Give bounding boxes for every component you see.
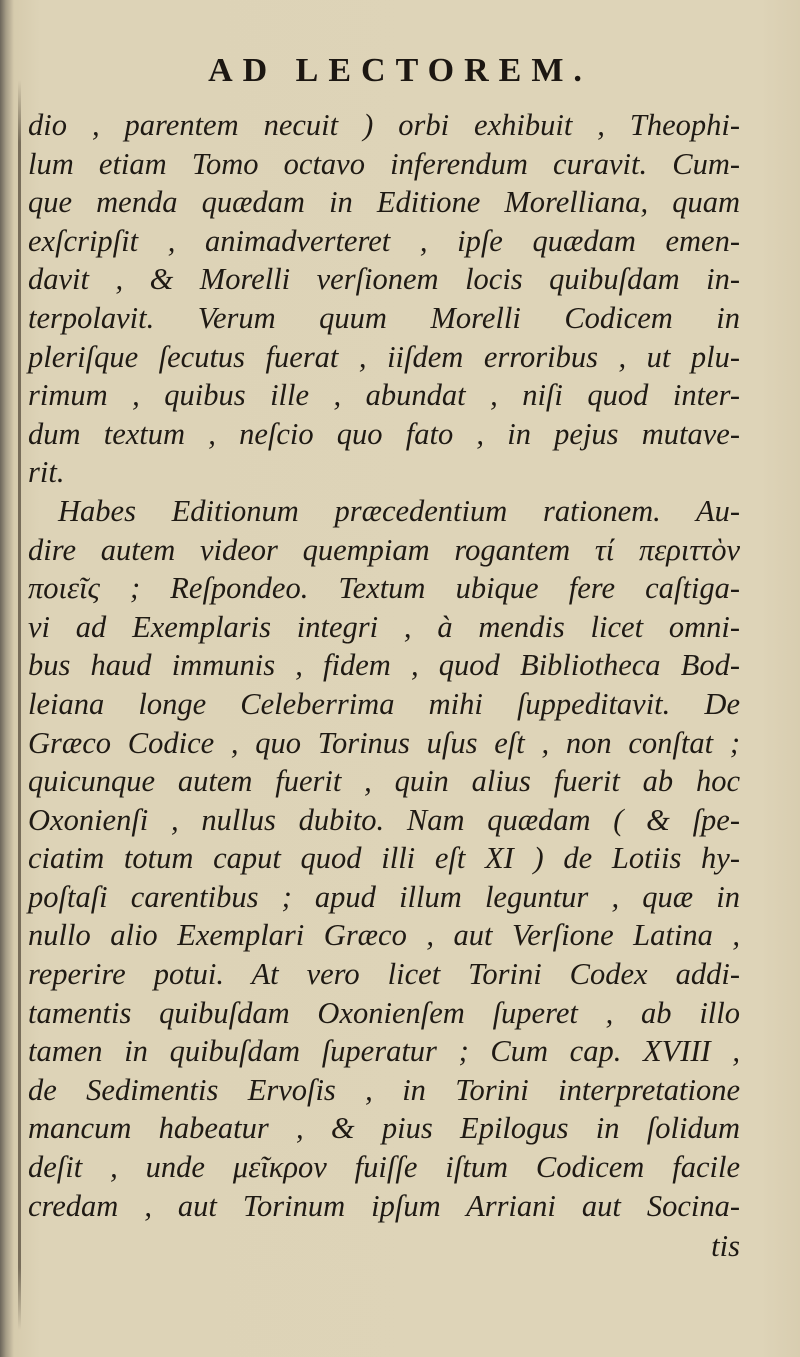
text-line: que menda quædam in Editione Morelliana, quam (28, 185, 740, 220)
text-line: poſtaſi carentibus ; apud illum leguntur , quæ in (28, 879, 740, 914)
text-line: ciatim totum caput quod illi eſt XI ) de Lotiis hy- (28, 841, 740, 876)
text-line: nullo alio Exemplari Græco , aut Verſione Latina , (28, 918, 740, 953)
paragraph-start-line: Habes Editionum præcedentium rationem. Au- (58, 493, 740, 528)
text-line: vi ad Exemplaris integri , à mendis licet omni- (28, 609, 740, 644)
text-line: rimum , quibus ille , abundat , niſi quod inter- (28, 378, 740, 413)
text-line: bus haud immunis , fidem , quod Bibliotheca Bod- (28, 648, 740, 683)
text-line: quicunque autem fuerit , quin alius fuerit ab hoc (28, 764, 740, 799)
catchword: tis (711, 1229, 740, 1264)
text-line: exſcripſit , animadverteret , ipſe quædam emen- (28, 223, 740, 258)
text-line: tamentis quibuſdam Oxonienſem ſuperet , ab illo (28, 995, 740, 1030)
body-text (28, 106, 740, 1266)
running-head: AD LECTOREM. (208, 52, 592, 89)
text-line: Oxonienſi , nullus dubito. Nam quædam ( & ſpe- (28, 802, 740, 837)
text-line: credam , aut Torinum ipſum Arriani aut Socina- (28, 1188, 740, 1223)
text-line: Græco Codice , quo Torinus uſus eſt , non conſtat ; (28, 725, 740, 760)
text-line: tamen in quibuſdam ſuperatur ; Cum cap. XVIII , (28, 1034, 740, 1069)
text-line: dire autem videor quempiam rogantem τί περιττὸν (28, 532, 740, 567)
text-line: pleriſque ſecutus fuerat , iiſdem erroribus , ut plu- (28, 339, 740, 374)
text-line: mancum habeatur , & pius Epilogus in ſolidum (28, 1111, 740, 1146)
text-line: dio , parentem necuit ) orbi exhibuit , Theophi- (28, 108, 740, 142)
text-line: de Sedimentis Ervoſis , in Torini interpretatione (28, 1072, 740, 1107)
text-line: leiana longe Celeberrima mihi ſuppeditavit. De (28, 686, 740, 721)
text-line: rit. (28, 455, 65, 490)
page-gutter-edge (18, 80, 21, 1330)
text-line: dum textum , neſcio quo fato , in pejus mutave- (28, 416, 740, 451)
text-line: deſit , unde μεῖκρον fuiſſe iſtum Codicem facile (28, 1150, 740, 1185)
text-line: davit , & Morelli verſionem locis quibuſdam in- (28, 262, 740, 297)
text-line: reperire potui. At vero licet Torini Codex addi- (28, 957, 740, 992)
text-line: terpolavit. Verum quum Morelli Codicem in (28, 300, 740, 335)
text-line: lum etiam Tomo octavo inferendum curavit. Cum- (28, 146, 740, 181)
text-line: ποιεῖς ; Reſpondeo. Textum ubique fere caſtiga- (28, 571, 740, 606)
